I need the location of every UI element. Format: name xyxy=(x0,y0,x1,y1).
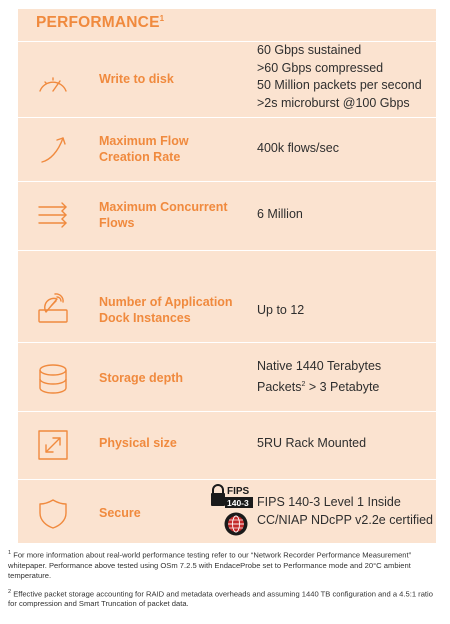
fips-version-text: 140-3 xyxy=(227,498,249,508)
fips-badge-icon xyxy=(210,482,254,510)
row-label: Maximum Flow Creation Rate xyxy=(99,134,189,164)
shield-icon xyxy=(36,497,70,531)
row-flow-creation xyxy=(18,117,436,181)
row-app-dock xyxy=(18,250,436,342)
row-concurrent-flows xyxy=(18,181,436,250)
row-write-to-disk xyxy=(18,41,436,117)
row-storage-depth xyxy=(18,342,436,411)
satellite-dish-icon xyxy=(36,290,70,324)
row-label: Storage depth xyxy=(99,371,184,385)
row-value: Native 1440 Terabytes Packets$^2$ > 3 Petabyte xyxy=(257,359,382,394)
row-label: Maximum Concurrent Flows xyxy=(99,200,228,230)
parallel-arrows-icon xyxy=(36,198,70,232)
row-label: Secure xyxy=(99,506,141,520)
row-label: Write to disk xyxy=(99,72,174,86)
row-value: 60 Gbps sustained >60 Gbps compressed 50 Million packets per second >2s microburst @100 Gbps xyxy=(257,43,422,110)
row-label: Number of Application Dock Instances xyxy=(99,295,233,325)
database-icon xyxy=(36,362,70,396)
row-value: Up to 12 xyxy=(257,303,305,317)
row-secure xyxy=(18,479,436,543)
row-value: 6 Million xyxy=(257,207,303,221)
footnotes xyxy=(8,548,438,615)
trend-arrow-icon xyxy=(36,132,70,166)
performance-panel xyxy=(18,9,436,543)
section-title: PERFORMANCE$^1$ xyxy=(36,14,165,32)
fips-badge-text: FIPS xyxy=(227,486,250,497)
row-physical-size xyxy=(18,411,436,479)
row-value: FIPS 140-3 Level 1 Inside CC/NIAP NDcPP v2.2e certified xyxy=(257,495,433,527)
niap-seal-icon xyxy=(224,512,248,536)
resize-arrows-icon xyxy=(36,428,70,462)
gauge-icon xyxy=(36,67,70,101)
row-label: Physical size xyxy=(99,436,177,450)
row-value: 400k flows/sec xyxy=(257,141,339,155)
row-value: 5RU Rack Mounted xyxy=(257,436,367,450)
footnote: $^2$ Effective packet storage accounting for RAID and metadata overheads and assuming 1440 TB configuration and a 4.5:1 ratio for compression and Smart Truncation of packet data. xyxy=(8,588,433,609)
certification-badges xyxy=(210,482,254,536)
footnote: $^1$ For more information about real-world performance testing refer to our “Network Recorder Performance Measurement” whitepaper. Performance above tested using OSm 7.2.5 with EndaceProbe set to Performance mode and 20°C ambient temperature. xyxy=(8,550,412,580)
